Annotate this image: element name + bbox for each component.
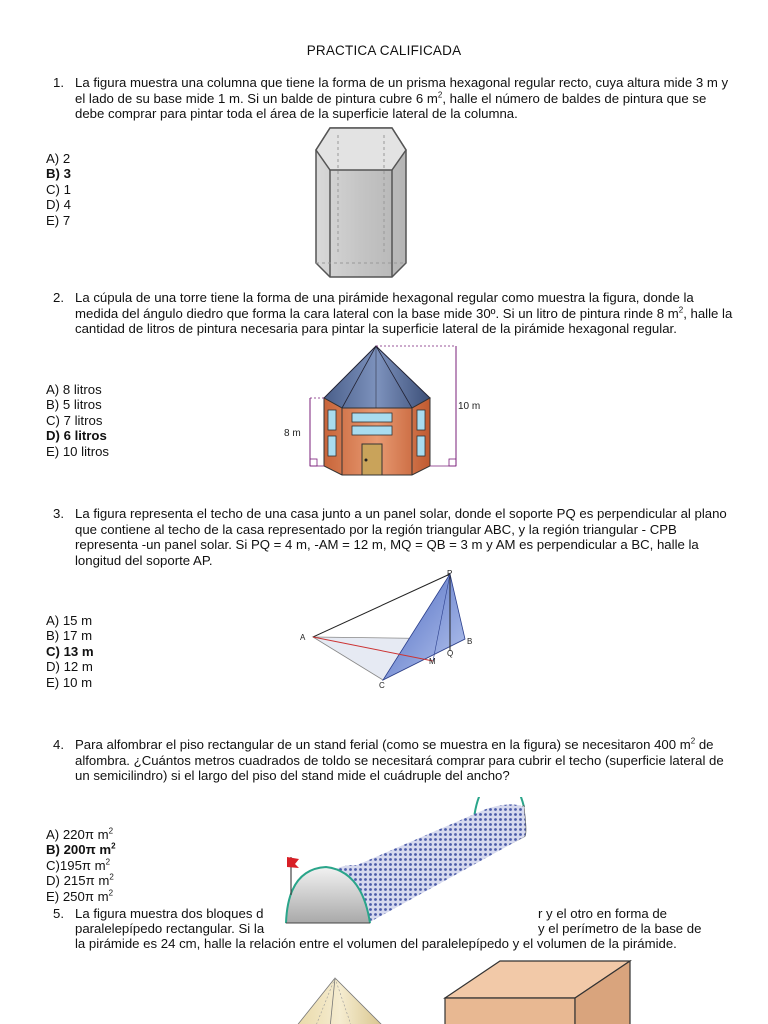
- question-1-text: La figura muestra una columna que tiene la forma de un prisma hexagonal regular recto, cuya altura mide 3 m y el lado de su base mide 1 m. Si un balde de pintura cubre 6 $m^2$, halle el número de baldes de pintura que se debe comprar para pintar toda el área de la superficie lateral de la columna.: [75, 75, 729, 122]
- option-b: B) 200π $m^2$: [46, 842, 116, 858]
- question-1-number: 1.: [53, 75, 64, 90]
- point-p-label: P: [447, 569, 453, 578]
- question-5-line-1-left: La figura muestra dos bloques d: [75, 906, 264, 921]
- hexagonal-tower-figure: [280, 338, 490, 483]
- option-b: B) 5 litros: [46, 397, 102, 413]
- left-height-label: 8 m: [284, 428, 301, 439]
- question-2-options: [46, 382, 109, 459]
- question-5-line-2-right: y el perímetro de la base de: [538, 921, 702, 936]
- question-5-line-3: la pirámide es 24 cm, halle la relación entre el volumen del paralelepípedo y el volumen de la pirámide.: [75, 936, 677, 951]
- question-2-text: La cúpula de una torre tiene la forma de una pirámide hexagonal regular como muestra la figura, donde la medida del ángulo diedro que forma la cara lateral con la base mide 30º. Si un litro de pintura rinde 8 $m^2$, halle la cantidad de litros de pintura necesaria para pintar la superficie lateral de la pirámide hexagonal regular.: [75, 290, 733, 337]
- option-d: D) 4: [46, 197, 71, 213]
- option-c: C) 1: [46, 181, 71, 197]
- question-3-text: La figura representa el techo de una casa junto a un panel solar, donde el soporte PQ es perpendicular al plano que contiene al techo de la casa representado por la región triangular ABC, y la región triangular - CPB representa -un panel solar. Si PQ = 4 m, -AM = 12 m, MQ = QB = 3 m y AM es perpendicular a BC, halle la longitud del soporte AP.: [75, 506, 727, 568]
- question-5-line-2-left: paralelepípedo rectangular. Si la: [75, 921, 265, 936]
- option-c: C) 13 m: [46, 643, 94, 659]
- option-c: C)195π $m^2$: [46, 857, 111, 873]
- option-a: A) 2: [46, 151, 71, 166]
- question-3-options: [46, 613, 94, 690]
- stand-semicylinder-figure: [278, 797, 538, 929]
- option-e: E) 10 m: [46, 674, 93, 690]
- option-b: B) 3: [46, 166, 71, 182]
- page-title: PRACTICA CALIFICADA: [306, 43, 462, 58]
- question-4-options: [46, 827, 116, 904]
- option-b: B) 17 m: [46, 628, 93, 644]
- question-3-number: 3.: [53, 506, 64, 521]
- option-a: A) 8 litros: [46, 382, 102, 397]
- option-a: A) 15 m: [46, 613, 93, 628]
- question-1-options: [46, 151, 71, 228]
- point-a-label: A: [300, 633, 306, 642]
- question-4-text: Para alfombrar el piso rectangular de un stand ferial (como se muestra en la figura) se necesitaron 400 $m^2$ de alfombra. ¿Cuántos metros cuadrados de toldo se necesitará comprar para cubrir el techo (superficie lateral de un semicilindro) si el largo del piso del stand mide el cuádruple del ancho?: [75, 736, 724, 784]
- option-e: E) 7: [46, 212, 71, 228]
- point-m-label: M: [429, 657, 436, 666]
- parallelepiped-figure: [440, 958, 635, 1024]
- point-c-label: C: [379, 681, 385, 690]
- point-q-label: Q: [447, 649, 454, 658]
- option-d: D) 215π $m^2$: [46, 872, 114, 889]
- option-d: D) 12 m: [46, 659, 93, 675]
- point-b-label: B: [467, 637, 473, 646]
- option-d: D) 6 litros: [46, 428, 107, 444]
- solar-panel-figure: [295, 568, 485, 693]
- option-c: C) 7 litros: [46, 412, 103, 428]
- option-a: A) 220π $m^2$: [46, 826, 114, 842]
- question-4-number: 4.: [53, 737, 64, 752]
- right-height-label: 10 m: [458, 401, 481, 412]
- hexagonal-prism-figure: [310, 125, 410, 280]
- option-e: E) 250π $m^2$: [46, 888, 114, 904]
- question-5-line-1-right: r y el otro en forma de: [538, 906, 668, 921]
- question-5-number: 5.: [53, 906, 64, 921]
- question-2-number: 2.: [53, 290, 64, 305]
- option-e: E) 10 litros: [46, 443, 110, 459]
- pyramid-figure: [290, 958, 400, 1024]
